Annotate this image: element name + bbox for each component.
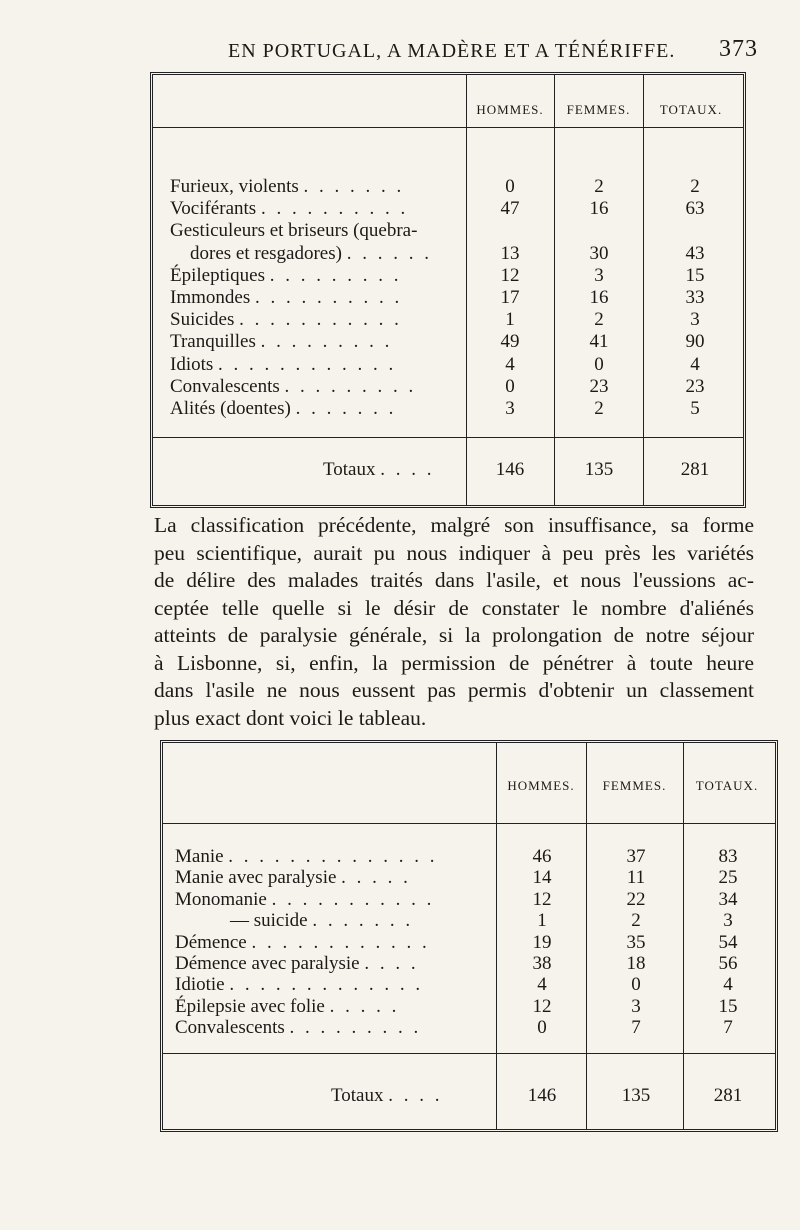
table-row: [153, 265, 743, 287]
cell-femmes: 0: [594, 353, 604, 375]
cell-totaux: 7: [723, 1017, 733, 1039]
table-row: [163, 974, 775, 996]
cell-hommes: 0: [537, 1017, 547, 1039]
cell-femmes: 2: [594, 398, 604, 419]
cell-totaux: 15: [718, 995, 738, 1017]
row-label: Vociférants: [170, 198, 257, 220]
total-rule: [163, 1053, 775, 1054]
cell-femmes: 30: [589, 242, 609, 264]
table-total-row: [163, 1085, 775, 1107]
table-total-row: [153, 459, 743, 481]
cell-hommes: 14: [532, 867, 552, 889]
cell-totaux: 5: [690, 398, 700, 419]
row-label: Idiots: [170, 353, 214, 375]
row-label: Manie avec paralysie: [175, 867, 337, 889]
running-header-title: EN PORTUGAL, A MADÈRE ET A TÉNÉRIFFE.: [228, 40, 676, 62]
row-label: Idiotie: [175, 974, 225, 996]
table-row: [153, 354, 743, 376]
cell-hommes: 38: [532, 953, 552, 974]
cell-totaux: 23: [685, 375, 705, 397]
cell-femmes: 37: [626, 846, 646, 867]
leader-dots: . . . . . . . . . . . . . .: [228, 846, 438, 867]
row-label: Tranquilles: [170, 331, 256, 353]
total-hommes: 146: [495, 459, 525, 480]
column-header-femmes: FEMMES.: [566, 102, 631, 117]
leader-dots: . . . . . . . . .: [260, 331, 393, 353]
leader-dots: . . . . . . . . . .: [260, 198, 409, 220]
row-label: Démence: [175, 931, 247, 953]
cell-femmes: 2: [594, 176, 604, 197]
total-rule: [153, 437, 743, 438]
paragraph-line: plus exact dont voici le tableau.: [154, 705, 427, 730]
cell-totaux: 90: [685, 331, 705, 353]
leader-dots: . . . . . . . . . . . .: [251, 931, 430, 953]
table-row: [163, 996, 775, 1018]
cell-hommes: 3: [505, 398, 515, 419]
leader-dots: . . . . . . .: [303, 176, 405, 197]
leader-dots: . . . . . . .: [312, 910, 414, 932]
row-label: dores et resgadores): [190, 242, 342, 264]
paragraph-line: La classification précédente, malgré son insuffisance, sa forme: [154, 513, 754, 537]
cell-femmes: 18: [626, 953, 646, 974]
column-header-femmes: FEMMES.: [602, 778, 667, 793]
row-label: Convalescents: [170, 375, 280, 397]
table-row: [153, 398, 743, 420]
table-row: [163, 846, 775, 868]
cell-hommes: 17: [500, 287, 520, 308]
cell-femmes: 16: [589, 198, 609, 220]
row-label: Suicides: [170, 309, 235, 331]
row-label: Monomanie: [175, 888, 267, 910]
column-header-hommes: HOMMES.: [476, 102, 544, 117]
leader-dots: . . . . .: [329, 995, 400, 1017]
cell-totaux: 4: [690, 353, 700, 375]
row-label: Épilepsie avec folie: [175, 995, 325, 1017]
leader-dots: . . . . . . .: [295, 398, 397, 419]
cell-femmes: 41: [589, 331, 609, 353]
header-rule: [163, 823, 775, 824]
leader-dots: . . . .: [364, 953, 419, 974]
row-label: Convalescents: [175, 1017, 285, 1039]
paragraph-line: atteints de paralysie générale, si la prolongation de notre séjour: [154, 623, 754, 647]
total-femmes: 135: [621, 1085, 651, 1106]
table-row: [153, 220, 743, 242]
cell-totaux: 3: [723, 910, 733, 932]
total-label: Totaux: [323, 459, 376, 480]
table-row: [163, 1017, 775, 1039]
table-row: [153, 198, 743, 220]
cell-hommes: 46: [532, 846, 552, 867]
table-row: [153, 331, 743, 353]
header-rule: [153, 127, 743, 128]
paragraph-line: peu scientifique, aurait pu nous indiquer à peu près les variétés: [154, 540, 754, 565]
cell-hommes: 12: [500, 264, 520, 286]
total-femmes: 135: [584, 459, 614, 480]
classification-table-1: [150, 72, 746, 508]
leader-dots: . . . . . . . . . . .: [239, 309, 402, 331]
cell-femmes: 3: [631, 995, 641, 1017]
leader-dots: . . . . . . . . . . .: [271, 888, 435, 910]
classification-table-2: [160, 740, 778, 1132]
cell-femmes: 7: [631, 1017, 641, 1039]
row-label: Épileptiques: [170, 264, 265, 286]
total-totaux: 281: [680, 459, 710, 480]
cell-femmes: 2: [594, 309, 604, 331]
leader-dots: . . . . . . . . . .: [254, 287, 403, 308]
table-row: [163, 889, 775, 911]
row-label: — suicide: [230, 910, 308, 932]
paragraph-line: à Lisbonne, si, enfin, la permission de pénétrer à toute heure: [154, 650, 754, 675]
leader-dots: . . . .: [380, 459, 435, 480]
running-header: [168, 38, 758, 68]
paragraph-line: de délire des malades traités dans l'asile, et nous l'eussions ac-: [154, 568, 754, 592]
cell-totaux: 54: [718, 931, 738, 953]
row-label: Alités (doentes): [170, 398, 291, 419]
cell-totaux: 4: [723, 974, 733, 996]
table-row: [163, 953, 775, 975]
body-paragraph: [154, 512, 754, 732]
row-label: Gesticuleurs et briseurs (quebra-: [170, 220, 418, 242]
leader-dots: . . . . . . . . . . . . .: [229, 974, 424, 996]
cell-hommes: 47: [500, 198, 520, 220]
table-row: [163, 910, 775, 932]
cell-femmes: 0: [631, 974, 641, 996]
table-row: [163, 867, 775, 889]
cell-hommes: 1: [537, 910, 547, 932]
cell-totaux: 43: [685, 242, 705, 264]
total-label: Totaux: [331, 1085, 384, 1106]
leader-dots: . . . . . .: [346, 242, 432, 264]
leader-dots: . . . . .: [341, 867, 411, 889]
cell-hommes: 12: [532, 888, 552, 910]
paragraph-line: ceptée telle quelle si le désir de constater le nombre d'aliénés: [154, 595, 754, 620]
cell-totaux: 15: [685, 264, 705, 286]
paragraph-line: dans l'asile ne nous eussent pas permis d'obtenir un classement: [154, 678, 754, 702]
cell-hommes: 0: [505, 176, 515, 197]
table-row: [163, 932, 775, 954]
cell-hommes: 4: [537, 974, 547, 996]
total-hommes: 146: [527, 1085, 557, 1106]
leader-dots: . . . .: [388, 1085, 443, 1106]
cell-femmes: 11: [626, 867, 646, 889]
cell-totaux: 63: [685, 198, 705, 220]
cell-femmes: 35: [626, 931, 646, 953]
column-header-totaux: TOTAUX.: [659, 102, 723, 117]
leader-dots: . . . . . . . . .: [284, 375, 417, 397]
table-row: [153, 243, 743, 265]
row-label: Immondes: [170, 287, 251, 308]
table-row: [153, 309, 743, 331]
cell-totaux: 56: [718, 953, 738, 974]
table-row: [153, 287, 743, 309]
cell-hommes: 13: [500, 242, 520, 264]
page-number: 373: [719, 36, 758, 62]
cell-totaux: 34: [718, 888, 738, 910]
table-row: [153, 176, 743, 198]
cell-hommes: 49: [500, 331, 520, 353]
row-label: Démence avec paralysie: [175, 953, 360, 974]
cell-totaux: 83: [718, 846, 738, 867]
column-header-hommes: HOMMES.: [507, 778, 575, 793]
column-header-totaux: TOTAUX.: [695, 778, 759, 793]
cell-femmes: 16: [589, 287, 609, 308]
cell-hommes: 0: [505, 375, 515, 397]
cell-totaux: 2: [690, 176, 700, 197]
cell-totaux: 25: [718, 867, 738, 889]
cell-totaux: 33: [685, 287, 705, 308]
leader-dots: . . . . . . . . . . . .: [218, 353, 397, 375]
cell-femmes: 22: [626, 888, 646, 910]
cell-hommes: 4: [505, 353, 515, 375]
leader-dots: . . . . . . . . .: [269, 264, 402, 286]
row-label: Furieux, violents: [170, 176, 299, 197]
total-totaux: 281: [713, 1085, 743, 1106]
cell-hommes: 12: [532, 995, 552, 1017]
cell-totaux: 3: [690, 309, 700, 331]
table-row: [153, 376, 743, 398]
cell-hommes: 1: [505, 309, 515, 331]
row-label: Manie: [175, 846, 224, 867]
cell-hommes: 19: [532, 931, 552, 953]
cell-femmes: 2: [631, 910, 641, 932]
cell-femmes: 3: [594, 264, 604, 286]
cell-femmes: 23: [589, 375, 609, 397]
leader-dots: . . . . . . . . .: [289, 1017, 422, 1039]
